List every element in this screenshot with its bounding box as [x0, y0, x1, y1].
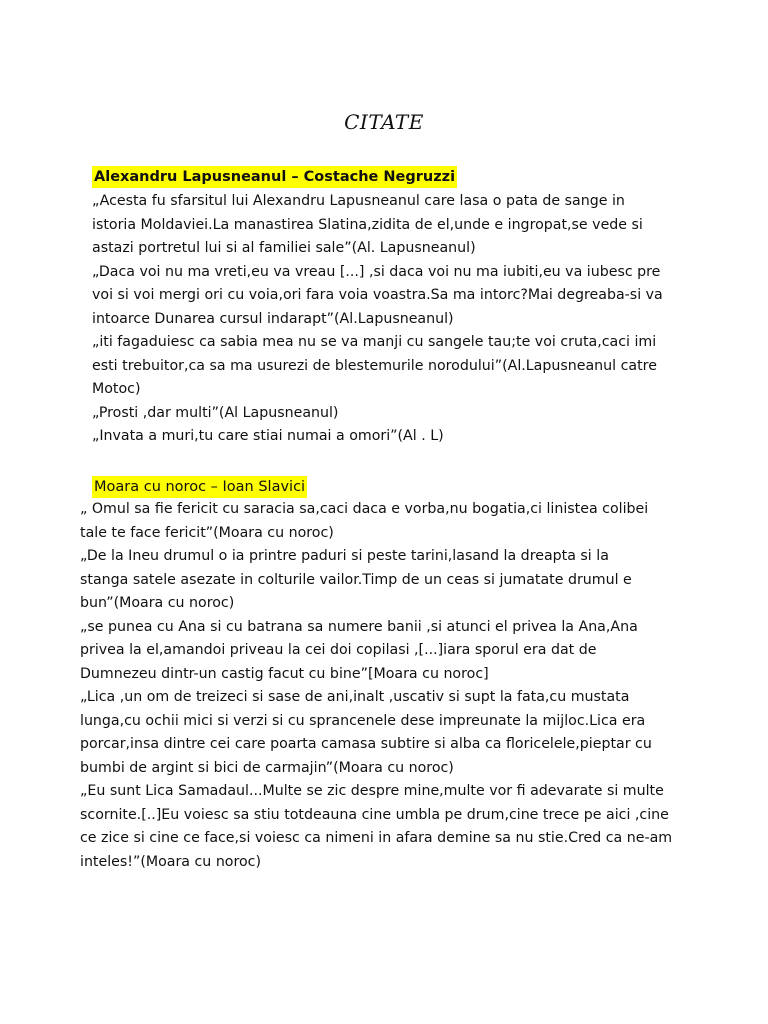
quote-line: „Prosti ,dar multi”(Al Lapusneanul) — [92, 404, 339, 421]
quote-line: „iti fagaduiesc ca sabia mea nu se va manji cu sangele tau;te voi cruta,caci imi — [92, 334, 657, 350]
quote-line: „De la Ineu drumul o ia printre paduri si peste tarini,lasand la dreapta si la — [80, 548, 609, 564]
quote-line: bumbi de argint si bici de carmajin”(Moara cu noroc) — [80, 759, 454, 776]
quote-list-lapusneanul — [92, 190, 663, 449]
quote-line: lunga,cu ochii mici si verzi si cu sprancenele dese impreunate la mijloc.Lica era — [80, 712, 646, 729]
quote-line: inteles!”(Moara cu noroc) — [80, 853, 262, 870]
quote-line: „Eu sunt Lica Samadaul...Multe se zic despre mine,multe vor fi adevarate si multe — [80, 783, 664, 799]
quote-line: Motoc) — [92, 381, 141, 397]
quote-line: porcar,insa dintre cei care poarta camasa subtire si alba ca floricelele,pieptar cu — [80, 736, 652, 752]
quote-line: „Lica ,un om de treizeci si sase de ani,inalt ,uscativ si supt la fata,cu mustata — [80, 689, 630, 705]
quote-line: stanga satele asezate in colturile vailor.Timp de un ceas si jumatate drumul e — [80, 571, 632, 588]
quote-line: „Acesta fu sfarsitul lui Alexandru Lapusneanul care lasa o pata de sange in — [92, 193, 625, 209]
quote-line: esti trebuitor,ca sa ma usurezi de blestemurile norodului”(Al.Lapusneanul catre — [92, 357, 657, 374]
quote-line: astazi portretul lui si al familiei sale”(Al. Lapusneanul) — [92, 240, 476, 256]
quote-line: „ Omul sa fie fericit cu saracia sa,caci daca e vorba,nu bogatia,ci linistea colibei — [80, 501, 649, 517]
quote-line: „Daca voi nu ma vreti,eu va vreau [...] ,si daca voi nu ma iubiti,eu va iubesc pre — [92, 263, 661, 280]
section-heading-lapusneanul: Alexandru Lapusneanul – Costache Negruzzi — [92, 166, 457, 188]
quote-line: „se punea cu Ana si cu batrana sa numere banii ,si atunci el privea la Ana,Ana — [80, 618, 638, 635]
quote-line: „Invata a muri,tu care stiai numai a omori”(Al . L) — [92, 428, 444, 444]
quote-line: bun”(Moara cu noroc) — [80, 595, 235, 611]
quote-line: ce zice si cine ce face,si voiesc ca nimeni in afara demine sa nu stie.Cred ca ne-am — [80, 830, 673, 846]
quote-line: scornite.[..]Eu voiesc sa stiu totdeauna cine umbla pe drum,cine trece pe aici ,cine — [80, 806, 669, 823]
section-heading-moara-cu-noroc: Moara cu noroc – Ioan Slavici — [92, 476, 307, 498]
quote-line: intoarce Dunarea cursul indarapt”(Al.Lapusneanul) — [92, 310, 454, 327]
quote-line: tale te face fericit”(Moara cu noroc) — [80, 524, 334, 541]
page-title: CITATE — [344, 110, 424, 134]
quote-line: voi si voi mergi ori cu voia,ori fara voia voastra.Sa ma intorc?Mai degreaba-si va — [92, 287, 663, 303]
quote-line: istoria Moldaviei.La manastirea Slatina,zidita de el,unde e ingropat,se vede si — [92, 216, 643, 233]
quote-line: Dumnezeu dintr-un castig facut cu bine”[Moara cu noroc] — [80, 665, 489, 682]
quote-list-moara-cu-noroc — [80, 498, 672, 874]
quote-line: privea la el,amandoi priveau la cei doi copilasi ,[...]iara sporul era dat de — [80, 642, 597, 658]
